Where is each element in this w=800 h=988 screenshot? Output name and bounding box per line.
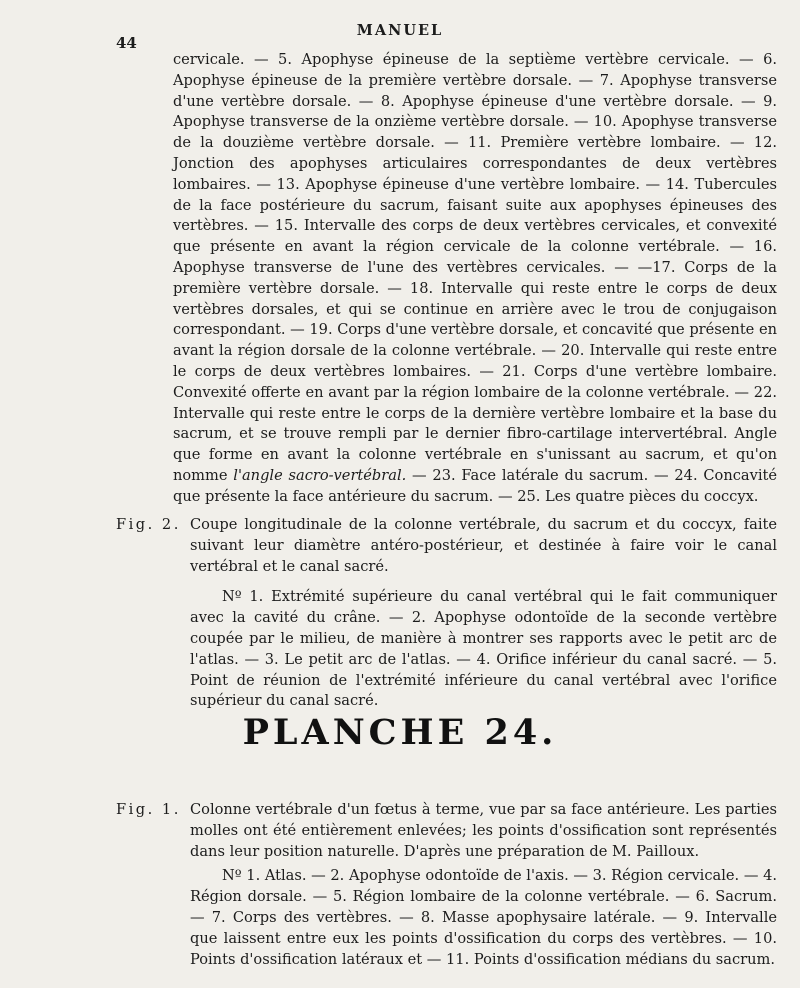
fig1-label: Fig. 1.	[116, 801, 181, 818]
legend-text: cervicale. — 5. Apophyse épineuse de la septième vertèbre cervicale. — 6. Apophyse épineuse de la première vertèbre dorsale. — 7. Apophyse transverse d'une vertèbre dorsale. — 8. Apophyse épineuse d'une vertèbre dorsale. — 9. Apophyse transverse de la onzième vertèbre dorsale. — 10. Apophyse transverse de la douzième vertèbre dorsale. — 11. Première vertèbre lombaire. — 12. Jonction des apophyses articulaires correspondantes de deux vertèbres lombaires. — 13. Apophyse épineuse d'une vertèbre lombaire. — 14. Tubercules de la face postérieure du sacrum, faisant suite aux apophyses épineuses des vertèbres. — 15. Intervalle des corps de deux vertèbres cervicales, et convexité que présente en avant la région cervicale de la colonne vertébrale. — 16. Apophyse transverse de l'une des vertèbres cervicales. — —17. Corps de la première vertèbre dorsale. — 18. Intervalle qui reste entre le corps de deux vertèbres dorsales, et qui se continue en arrière avec le trou de conjugaison correspondant. — 19. Corps d'une vertèbre dorsale, et concavité que présente en avant la région dorsale de la colonne vertébrale. — 20. Intervalle qui reste entre le corps de deux vertèbres lombaires. — 21. Corps d'une vertèbre lombaire. Convexité offerte en avant par la région lombaire de la colonne vertébrale. — 22. Intervalle qui reste entre le corps de la dernière vertèbre lombaire et la base du sacrum, et se trouve rempli par le dernier fibro-cartilage intervertébral. Angle que forme en avant la colonne vertébrale en s'unissant au sacrum, et qu'on nomme	[173, 51, 777, 484]
plate-title: PLANCHE 24.	[242, 712, 558, 753]
fig2-label: Fig. 2.	[116, 516, 181, 533]
legend-block-continued	[173, 50, 777, 508]
fig2-section	[190, 515, 777, 712]
page-number: 44	[116, 34, 137, 52]
legend-text-end: — 23. Face latérale du sacrum. — 24. Concavité que présente la face antérieure du sacrum. — 25. Les quatre pièces du coccyx.	[173, 466, 778, 505]
fig1-section	[190, 800, 777, 970]
fig1-items: Nº 1. Atlas. — 2. Apophyse odontoïde de l'axis. — 3. Région cervicale. — 4. Région dorsale. — 5. Région lombaire de la colonne vertébrale. — 6. Sacrum. — 7. Corps des vertèbres. — 8. Masse apophysaire latérale. — 9. Intervalle que laissent entre eux les points d'ossification du corps des vertèbres. — 10. Points d'ossification latéraux et — 11. Points d'ossification médians du sacrum.	[190, 867, 777, 968]
fig2-caption: Coupe longitudinale de la colonne vertébrale, du sacrum et du coccyx, faite suivant leur diamètre antéro-postérieur, et destinée à faire voir le canal vertébral et le canal sacré.	[190, 516, 777, 575]
running-head: MANUEL	[356, 22, 444, 39]
fig1-caption: Colonne vertébrale d'un fœtus à terme, vue par sa face antérieure. Les parties molles ont été entièrement enlevées; les points d'ossification sont représentés dans leur position naturelle. D'après une préparation de M. Pailloux.	[190, 801, 777, 860]
fig2-items: Nº 1. Extrémité supérieure du canal vertébral qui le fait communiquer avec la cavité du crâne. — 2. Apophyse odontoïde de la seconde vertèbre coupée par le milieu, de manière à montrer ses rapports avec le petit arc de l'atlas. — 3. Le petit arc de l'atlas. — 4. Orifice inférieur du canal sacré. — 5. Point de réunion de l'extrémité inférieure du canal vertébral avec l'orifice supérieur du canal sacré.	[190, 588, 777, 710]
legend-italic-term: l'angle sacro-vertébral.	[233, 466, 407, 484]
